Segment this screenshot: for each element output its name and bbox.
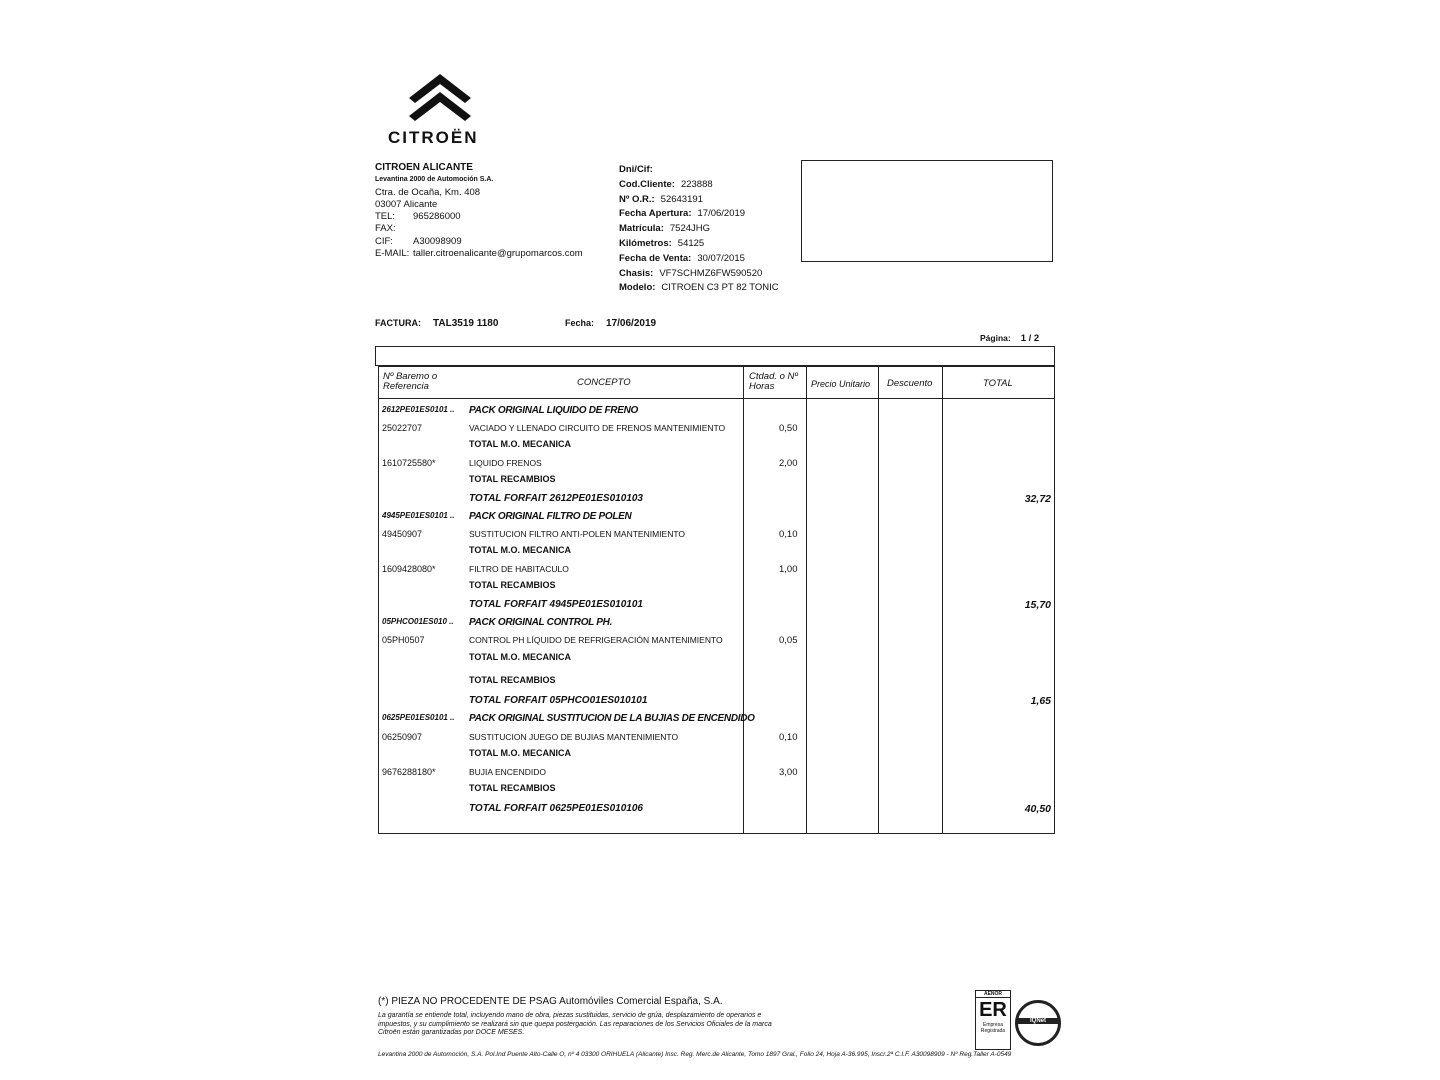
cif-label: CIF: — [375, 235, 393, 247]
modelo-value: CITROEN C3 PT 82 TONIC — [661, 282, 779, 294]
row-subtotal-label: TOTAL RECAMBIOS — [469, 675, 556, 685]
fax-label: FAX: — [375, 223, 396, 235]
row-forfait: TOTAL FORFAIT 2612PE01ES010103 — [469, 493, 643, 504]
col-divider — [806, 367, 807, 833]
factura-label: FACTURA: — [375, 318, 421, 328]
pagina-line — [980, 333, 1039, 344]
row-subtotal-label: TOTAL RECAMBIOS — [469, 580, 556, 590]
fecha-line — [565, 318, 656, 329]
row-pack: PACK ORIGINAL CONTROL PH. — [469, 617, 613, 628]
company-legal-name: Levantina 2000 de Automoción S.A. — [375, 176, 494, 184]
col-divider — [878, 367, 879, 833]
row-forfait: TOTAL FORFAIT 4945PE01ES010101 — [469, 599, 643, 610]
row-desc: SUSTITUCION FILTRO ANTI-POLEN MANTENIMIENTO — [469, 529, 685, 539]
factura-number: TAL3519 1180 — [433, 318, 499, 329]
tel-label: TEL: — [375, 211, 396, 223]
chasis-label: Chasis: — [619, 267, 654, 279]
row-qty: 0,05 — [779, 635, 798, 646]
row-ref: 0625PE01ES0101 .. — [382, 713, 455, 722]
row-subtotal-label: TOTAL M.O. MECANICA — [469, 748, 571, 758]
row-ref: 1610725580* — [382, 458, 436, 468]
tel-value: 965286000 — [413, 211, 461, 223]
row-desc: LIQUIDO FRENOS — [469, 458, 542, 468]
row-ref: 49450907 — [382, 529, 423, 539]
row-subtotal-label: TOTAL RECAMBIOS — [469, 783, 556, 793]
row-total: 15,70 — [1024, 599, 1051, 611]
matricula-value: 7524JHG — [669, 223, 711, 235]
row-ref: 05PH0507 — [382, 635, 425, 645]
row-subtotal-label: TOTAL M.O. MECANICA — [469, 545, 571, 555]
row-qty: 2,00 — [779, 458, 798, 469]
row-desc: BUJIA ENCENDIDO — [469, 767, 546, 777]
footer-guarantee: La garantía se entiende total, incluyendo mano de obra, piezas sustituidas, servicio de grúa, desplazamiento de operarios e impuestos, y su cumplimiento se realizará sin que quepa postergación. Las reparaciones de los Servicios Oficiales de la marca Citroën están garantizadas por DOCE MESES. — [378, 1012, 772, 1036]
address-window-box — [801, 160, 1053, 262]
factura-line — [375, 318, 498, 329]
email-label: E-MAIL: — [375, 248, 410, 260]
cif-value: A30098909 — [413, 235, 462, 247]
company-name: CITROEN ALICANTE — [375, 162, 473, 173]
row-total: 40,50 — [1024, 803, 1051, 815]
apertura-label: Fecha Apertura: — [619, 208, 692, 220]
row-ref: 06250907 — [382, 732, 423, 742]
table-top-bar — [375, 346, 1055, 366]
row-ref: 25022707 — [382, 423, 423, 433]
dni-label: Dni/Cif: — [619, 164, 653, 175]
km-label: Kilómetros: — [619, 237, 672, 249]
company-block — [375, 162, 583, 260]
pagina-value: 1 / 2 — [1020, 333, 1040, 344]
row-ref: 1609428080* — [382, 564, 436, 574]
row-total: 32,72 — [1024, 493, 1051, 505]
header-ref: Nº Baremo o Referencia — [383, 371, 438, 392]
or-label: Nº O.R.: — [619, 193, 655, 205]
iqnet-seal — [1015, 1000, 1061, 1046]
invoice-table — [378, 366, 1055, 834]
brand-wordmark: CITROËN — [388, 128, 479, 147]
row-subtotal-label: TOTAL RECAMBIOS — [469, 474, 556, 484]
row-pack: PACK ORIGINAL LIQUIDO DE FRENO — [469, 405, 638, 416]
header-total: TOTAL — [983, 378, 1013, 389]
row-desc: FILTRO DE HABITACULO — [469, 564, 569, 574]
or-value: 52643191 — [660, 193, 703, 205]
er-mark: ER — [979, 999, 1007, 1021]
header-precio: Precio Unitario — [811, 379, 871, 389]
cod-cliente-label: Cod.Cliente: — [619, 178, 675, 190]
fecha-value: 17/06/2019 — [606, 318, 657, 329]
er-text: Empresa Registrada — [980, 1022, 1006, 1034]
apertura-value: 17/06/2019 — [697, 208, 746, 220]
cod-cliente-value: 223888 — [680, 178, 713, 190]
header-divider — [379, 398, 1054, 399]
row-subtotal-label: TOTAL M.O. MECANICA — [469, 439, 571, 449]
venta-value: 30/07/2015 — [697, 252, 745, 264]
iqnet-label: IQNet — [1018, 1018, 1058, 1024]
row-qty: 0,10 — [779, 732, 798, 743]
row-qty: 0,50 — [779, 423, 798, 434]
row-ref: 2612PE01ES0101 .. — [382, 405, 455, 414]
row-ref: 05PHCO01ES010 .. — [382, 617, 454, 626]
row-forfait: TOTAL FORFAIT 0625PE01ES010106 — [469, 803, 643, 814]
row-pack: PACK ORIGINAL SUSTITUCION DE LA BUJIAS DE ENCENDIDO — [469, 713, 755, 724]
citroen-chevrons-logo — [405, 70, 475, 125]
footer-note: (*) PIEZA NO PROCEDENTE DE PSAG Automóviles Comercial España, S.A. — [378, 996, 723, 1007]
row-ref: 9676288180* — [382, 767, 436, 777]
header-descuento: Descuento — [887, 378, 933, 389]
row-desc: SUSTITUCION JUEGO DE BUJIAS MANTENIMIENTO — [469, 732, 679, 742]
row-desc: VACIADO Y LLENADO CIRCUITO DE FRENOS MANTENIMIENTO — [469, 423, 726, 433]
col-divider — [942, 367, 943, 833]
fecha-label: Fecha: — [565, 318, 595, 328]
row-pack: PACK ORIGINAL FILTRO DE POLEN — [469, 511, 632, 522]
km-value: 54125 — [677, 237, 705, 249]
pagina-label: Página: — [980, 333, 1011, 343]
row-qty: 0,10 — [779, 529, 798, 540]
row-qty: 1,00 — [779, 564, 798, 575]
row-forfait: TOTAL FORFAIT 05PHCO01ES010101 — [469, 695, 648, 706]
row-subtotal-label: TOTAL M.O. MECANICA — [469, 652, 571, 662]
client-block — [619, 163, 779, 296]
company-address2: 03007 Alicante — [375, 198, 438, 210]
row-total: 1,65 — [1030, 695, 1051, 707]
chasis-value: VF7SCHMZ6FW590520 — [659, 267, 763, 279]
row-qty: 3,00 — [779, 767, 798, 778]
header-concepto: CONCEPTO — [577, 377, 631, 388]
row-desc: CONTROL PH LÍQUIDO DE REFRIGERACIÓN MANTENIMIENTO — [469, 635, 723, 645]
venta-label: Fecha de Venta: — [619, 252, 692, 264]
company-address1: Ctra. de Ocaña, Km. 408 — [375, 186, 481, 198]
header-qty: Ctdad. o Nº Horas — [749, 371, 798, 392]
row-ref: 4945PE01ES0101 .. — [382, 511, 455, 520]
col-divider — [743, 367, 744, 833]
aenor-er-seal — [975, 990, 1011, 1050]
modelo-label: Modelo: — [619, 282, 656, 294]
aenor-label: AENOR — [976, 991, 1010, 998]
email-value: taller.citroenalicante@grupomarcos.com — [413, 248, 583, 260]
footer-legal: Levantina 2000 de Automoción, S.A. Pol.Ind Puente Alto-Calle O, nº 4 03300 ORIHUELA (Alicante) Insc. Reg. Merc.de Alicante, Tomo 1897 Gral., Folio 24, Hoja A-36.995, Inscr.2ª C.I.F. A30098909 - Nº Reg.Taller A-0549 — [378, 1051, 1012, 1058]
matricula-label: Matrícula: — [619, 223, 664, 235]
